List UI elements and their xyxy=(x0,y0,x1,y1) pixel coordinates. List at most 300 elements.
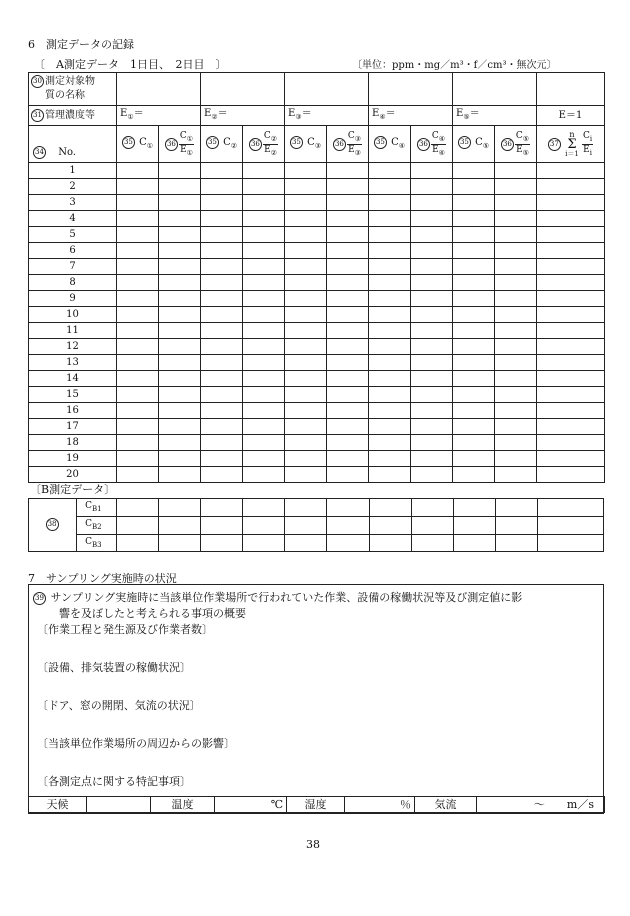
b-data-cell[interactable] xyxy=(159,516,201,534)
data-cell[interactable] xyxy=(327,403,369,419)
c4-sub: ④ xyxy=(398,141,406,150)
b-data-cell[interactable] xyxy=(453,499,495,517)
data-cell[interactable] xyxy=(369,387,411,403)
data-cell[interactable] xyxy=(411,371,453,387)
b-data-cell[interactable] xyxy=(159,499,201,517)
data-cell[interactable] xyxy=(537,163,605,179)
c2-header xyxy=(201,126,243,163)
b-data-cell[interactable] xyxy=(369,499,411,517)
data-cell[interactable] xyxy=(369,403,411,419)
data-cell[interactable] xyxy=(453,323,495,339)
data-cell[interactable] xyxy=(159,211,201,227)
data-cell[interactable] xyxy=(159,275,201,291)
data-cell[interactable] xyxy=(495,451,537,467)
data-cell[interactable] xyxy=(159,259,201,275)
table-row xyxy=(29,163,605,179)
b-data-cell[interactable] xyxy=(411,516,453,534)
data-cell[interactable] xyxy=(285,403,327,419)
b-data-cell[interactable] xyxy=(159,534,201,552)
data-cell[interactable] xyxy=(495,291,537,307)
data-cell[interactable] xyxy=(327,243,369,259)
data-cell[interactable] xyxy=(201,195,243,211)
data-cell[interactable] xyxy=(285,467,327,483)
data-cell[interactable] xyxy=(285,419,327,435)
data-cell[interactable] xyxy=(117,227,159,243)
data-cell[interactable] xyxy=(453,259,495,275)
data-cell[interactable] xyxy=(159,291,201,307)
data-cell[interactable] xyxy=(495,403,537,419)
e2-cell[interactable] xyxy=(201,106,285,126)
data-cell[interactable] xyxy=(117,259,159,275)
data-cell[interactable] xyxy=(201,259,243,275)
target-substance-total xyxy=(537,73,605,106)
data-cell[interactable] xyxy=(327,275,369,291)
b-data-cell[interactable] xyxy=(117,516,159,534)
data-cell[interactable] xyxy=(159,195,201,211)
data-cell[interactable] xyxy=(411,163,453,179)
data-cell[interactable] xyxy=(117,371,159,387)
data-cell[interactable] xyxy=(453,435,495,451)
data-cell[interactable] xyxy=(285,179,327,195)
table-row xyxy=(29,275,605,291)
b-data-cell[interactable] xyxy=(243,534,285,552)
data-cell[interactable] xyxy=(243,275,285,291)
b-data-cell[interactable] xyxy=(327,534,369,552)
weather-input[interactable] xyxy=(87,797,151,813)
data-cell[interactable] xyxy=(537,307,605,323)
sum-header xyxy=(537,126,605,163)
data-cell[interactable] xyxy=(327,435,369,451)
target-substance-label-line1: 測定対象物 xyxy=(45,76,95,87)
data-cell[interactable] xyxy=(285,163,327,179)
data-cell[interactable] xyxy=(495,211,537,227)
b-data-cell[interactable] xyxy=(537,499,603,517)
data-cell[interactable] xyxy=(453,403,495,419)
data-cell[interactable] xyxy=(159,451,201,467)
data-cell[interactable] xyxy=(495,259,537,275)
data-cell[interactable] xyxy=(117,419,159,435)
data-cell[interactable] xyxy=(201,179,243,195)
airflow-input[interactable] xyxy=(477,797,605,813)
data-cell[interactable] xyxy=(201,163,243,179)
target-substance-2[interactable] xyxy=(201,73,285,106)
equipment-status-field[interactable]: 〔設備、排気装置の稼働状況〕 xyxy=(37,661,191,674)
data-cell[interactable] xyxy=(243,179,285,195)
data-cell[interactable] xyxy=(411,403,453,419)
data-cell[interactable] xyxy=(285,339,327,355)
data-cell[interactable] xyxy=(453,227,495,243)
data-cell[interactable] xyxy=(159,355,201,371)
data-cell[interactable] xyxy=(369,339,411,355)
data-cell[interactable] xyxy=(327,307,369,323)
data-cell[interactable] xyxy=(495,275,537,291)
data-cell[interactable] xyxy=(369,179,411,195)
target-substance-4[interactable] xyxy=(369,73,453,106)
data-cell[interactable] xyxy=(159,339,201,355)
data-cell[interactable] xyxy=(495,467,537,483)
data-cell[interactable] xyxy=(453,211,495,227)
data-cell[interactable] xyxy=(201,467,243,483)
data-cell[interactable] xyxy=(537,339,605,355)
data-cell[interactable] xyxy=(537,227,605,243)
data-cell[interactable] xyxy=(537,467,605,483)
b-data-cell[interactable] xyxy=(327,499,369,517)
data-cell[interactable] xyxy=(369,371,411,387)
data-cell[interactable] xyxy=(243,195,285,211)
c5-e5-header xyxy=(495,126,537,163)
data-cell[interactable] xyxy=(117,339,159,355)
data-cell[interactable] xyxy=(159,419,201,435)
data-cell[interactable] xyxy=(411,435,453,451)
data-cell[interactable] xyxy=(159,227,201,243)
data-cell[interactable] xyxy=(411,323,453,339)
b-data-cell[interactable] xyxy=(201,499,243,517)
data-cell[interactable] xyxy=(159,323,201,339)
data-cell[interactable] xyxy=(285,451,327,467)
data-cell[interactable] xyxy=(327,291,369,307)
data-cell[interactable] xyxy=(243,419,285,435)
data-cell[interactable] xyxy=(327,387,369,403)
data-cell[interactable] xyxy=(285,355,327,371)
data-cell[interactable] xyxy=(495,163,537,179)
data-cell[interactable] xyxy=(285,195,327,211)
data-cell[interactable] xyxy=(495,227,537,243)
data-cell[interactable] xyxy=(453,291,495,307)
data-cell[interactable] xyxy=(369,275,411,291)
sum-den-sub: i xyxy=(589,148,592,157)
data-cell[interactable] xyxy=(537,403,605,419)
data-cell[interactable] xyxy=(243,291,285,307)
data-cell[interactable] xyxy=(327,211,369,227)
b-data-cell[interactable] xyxy=(285,516,327,534)
data-cell[interactable] xyxy=(201,387,243,403)
data-cell[interactable] xyxy=(159,163,201,179)
b-data-cell[interactable] xyxy=(495,534,537,552)
b-data-cell[interactable] xyxy=(327,516,369,534)
b-data-cell[interactable] xyxy=(495,516,537,534)
data-cell[interactable] xyxy=(201,307,243,323)
data-cell[interactable] xyxy=(369,435,411,451)
data-cell[interactable] xyxy=(285,227,327,243)
data-cell[interactable] xyxy=(201,371,243,387)
circle-number-35: 35 xyxy=(122,136,135,149)
data-cell[interactable] xyxy=(411,179,453,195)
data-cell[interactable] xyxy=(117,179,159,195)
data-cell[interactable] xyxy=(537,419,605,435)
data-cell[interactable] xyxy=(159,435,201,451)
data-cell[interactable] xyxy=(411,259,453,275)
e4-cell[interactable] xyxy=(369,106,453,126)
data-cell[interactable] xyxy=(117,307,159,323)
data-cell[interactable] xyxy=(495,435,537,451)
humidity-input[interactable] xyxy=(345,797,415,813)
data-cell[interactable] xyxy=(117,451,159,467)
data-cell[interactable] xyxy=(453,163,495,179)
data-cell[interactable] xyxy=(159,179,201,195)
data-cell[interactable] xyxy=(369,243,411,259)
special-notes-field[interactable]: 〔各測定点に関する特記事項〕 xyxy=(37,775,191,788)
c4-num-letter: C xyxy=(431,130,439,141)
data-cell[interactable] xyxy=(453,467,495,483)
data-cell[interactable] xyxy=(495,339,537,355)
c3-e3-header xyxy=(327,126,369,163)
data-cell[interactable] xyxy=(285,259,327,275)
target-substance-label-cell xyxy=(29,73,117,106)
data-cell[interactable] xyxy=(159,243,201,259)
data-cell[interactable] xyxy=(453,307,495,323)
data-cell[interactable] xyxy=(243,307,285,323)
data-cell[interactable] xyxy=(537,355,605,371)
data-cell[interactable] xyxy=(537,435,605,451)
data-cell[interactable] xyxy=(537,323,605,339)
b-data-cell[interactable] xyxy=(537,534,603,552)
c3-letter: C xyxy=(307,136,315,148)
data-cell[interactable] xyxy=(159,467,201,483)
data-cell[interactable] xyxy=(495,307,537,323)
data-cell[interactable] xyxy=(537,291,605,307)
data-cell[interactable] xyxy=(327,195,369,211)
data-cell[interactable] xyxy=(243,355,285,371)
c2-num-sub: ② xyxy=(270,134,278,143)
b-data-cell[interactable] xyxy=(117,534,159,552)
data-cell[interactable] xyxy=(537,451,605,467)
b-data-cell[interactable] xyxy=(453,516,495,534)
data-cell[interactable] xyxy=(369,227,411,243)
data-cell[interactable] xyxy=(537,275,605,291)
data-cell[interactable] xyxy=(411,275,453,291)
data-cell[interactable] xyxy=(411,355,453,371)
data-cell[interactable] xyxy=(243,211,285,227)
row-number: 1 xyxy=(29,163,117,179)
data-cell[interactable] xyxy=(243,259,285,275)
data-cell[interactable] xyxy=(327,467,369,483)
data-cell[interactable] xyxy=(327,179,369,195)
data-cell[interactable] xyxy=(327,371,369,387)
data-cell[interactable] xyxy=(495,371,537,387)
c3-num-sub: ③ xyxy=(354,134,362,143)
temperature-input[interactable] xyxy=(215,797,287,813)
data-cell[interactable] xyxy=(243,403,285,419)
data-cell[interactable] xyxy=(495,355,537,371)
data-cell[interactable] xyxy=(327,227,369,243)
data-cell[interactable] xyxy=(117,435,159,451)
data-cell[interactable] xyxy=(495,387,537,403)
b-data-cell[interactable] xyxy=(201,534,243,552)
data-cell[interactable] xyxy=(243,451,285,467)
data-cell[interactable] xyxy=(327,163,369,179)
data-cell[interactable] xyxy=(411,387,453,403)
data-cell[interactable] xyxy=(369,355,411,371)
data-cell[interactable] xyxy=(201,403,243,419)
data-cell[interactable] xyxy=(201,419,243,435)
data-cell[interactable] xyxy=(369,195,411,211)
data-cell[interactable] xyxy=(495,243,537,259)
data-cell[interactable] xyxy=(117,403,159,419)
data-cell[interactable] xyxy=(201,435,243,451)
b-data-cell[interactable] xyxy=(411,534,453,552)
row-number: 3 xyxy=(29,195,117,211)
data-cell[interactable] xyxy=(453,451,495,467)
data-cell[interactable] xyxy=(285,387,327,403)
data-cell[interactable] xyxy=(285,323,327,339)
b-data-cell[interactable] xyxy=(369,516,411,534)
data-cell[interactable] xyxy=(411,451,453,467)
data-cell[interactable] xyxy=(453,371,495,387)
data-cell[interactable] xyxy=(201,291,243,307)
c2-letter: C xyxy=(223,136,231,148)
data-cell[interactable] xyxy=(453,419,495,435)
data-cell[interactable] xyxy=(537,211,605,227)
b-data-cell[interactable] xyxy=(285,534,327,552)
c4-header xyxy=(369,126,411,163)
data-cell[interactable] xyxy=(201,323,243,339)
b-data-cell[interactable] xyxy=(243,499,285,517)
data-cell[interactable] xyxy=(453,387,495,403)
data-cell[interactable] xyxy=(327,451,369,467)
target-substance-5[interactable] xyxy=(453,73,537,106)
data-cell[interactable] xyxy=(453,243,495,259)
data-cell[interactable] xyxy=(411,467,453,483)
data-cell[interactable] xyxy=(369,323,411,339)
data-cell[interactable] xyxy=(159,307,201,323)
e3-cell[interactable] xyxy=(285,106,369,126)
data-cell[interactable] xyxy=(159,387,201,403)
data-cell[interactable] xyxy=(201,339,243,355)
data-cell[interactable] xyxy=(201,211,243,227)
data-cell[interactable] xyxy=(201,227,243,243)
data-cell[interactable] xyxy=(453,355,495,371)
data-cell[interactable] xyxy=(243,227,285,243)
door-window-airflow-field[interactable]: 〔ドア、窓の開閉、気流の状況〕 xyxy=(37,699,201,712)
data-cell[interactable] xyxy=(285,435,327,451)
data-cell[interactable] xyxy=(495,323,537,339)
table-row xyxy=(29,451,605,467)
data-cell[interactable] xyxy=(285,275,327,291)
data-cell[interactable] xyxy=(243,435,285,451)
data-cell[interactable] xyxy=(453,195,495,211)
sum-num-sub: i xyxy=(589,134,593,143)
data-cell[interactable] xyxy=(243,243,285,259)
data-cell[interactable] xyxy=(243,371,285,387)
work-process-field[interactable]: 〔作業工程と発生源及び作業者数〕 xyxy=(37,623,213,636)
data-cell[interactable] xyxy=(537,371,605,387)
data-cell[interactable] xyxy=(453,179,495,195)
data-cell[interactable] xyxy=(369,451,411,467)
data-cell[interactable] xyxy=(411,195,453,211)
data-cell[interactable] xyxy=(537,179,605,195)
data-cell[interactable] xyxy=(537,259,605,275)
data-cell[interactable] xyxy=(453,339,495,355)
b-data-cell[interactable] xyxy=(243,516,285,534)
data-cell[interactable] xyxy=(201,355,243,371)
data-cell[interactable] xyxy=(285,243,327,259)
data-cell[interactable] xyxy=(411,339,453,355)
data-cell[interactable] xyxy=(117,355,159,371)
b-circle-cell xyxy=(29,499,77,552)
b-data-cell[interactable] xyxy=(453,534,495,552)
data-cell[interactable] xyxy=(537,243,605,259)
data-cell[interactable] xyxy=(201,451,243,467)
data-cell[interactable] xyxy=(201,275,243,291)
data-cell[interactable] xyxy=(201,243,243,259)
target-substance-1[interactable] xyxy=(117,73,201,106)
surrounding-influence-field[interactable]: 〔当該単位作業場所の周辺からの影響〕 xyxy=(37,737,235,750)
data-cell[interactable] xyxy=(369,211,411,227)
data-cell[interactable] xyxy=(411,243,453,259)
data-cell[interactable] xyxy=(327,323,369,339)
data-cell[interactable] xyxy=(117,163,159,179)
data-cell[interactable] xyxy=(537,195,605,211)
data-cell[interactable] xyxy=(369,467,411,483)
data-cell[interactable] xyxy=(369,291,411,307)
data-cell[interactable] xyxy=(495,195,537,211)
data-cell[interactable] xyxy=(159,371,201,387)
data-cell[interactable] xyxy=(117,291,159,307)
data-cell[interactable] xyxy=(243,339,285,355)
b-row-label xyxy=(77,499,117,517)
data-cell[interactable] xyxy=(117,275,159,291)
data-cell[interactable] xyxy=(285,291,327,307)
data-cell[interactable] xyxy=(243,323,285,339)
data-cell[interactable] xyxy=(285,371,327,387)
b-data-cell[interactable] xyxy=(411,499,453,517)
data-cell[interactable] xyxy=(369,307,411,323)
data-cell[interactable] xyxy=(117,323,159,339)
data-cell[interactable] xyxy=(117,195,159,211)
b-data-cell[interactable] xyxy=(369,534,411,552)
data-cell[interactable] xyxy=(243,467,285,483)
target-substance-3[interactable] xyxy=(285,73,369,106)
row-number: 12 xyxy=(29,339,117,355)
b-data-cell[interactable] xyxy=(495,499,537,517)
data-cell[interactable] xyxy=(285,211,327,227)
data-cell[interactable] xyxy=(285,307,327,323)
data-cell[interactable] xyxy=(495,419,537,435)
b-data-cell[interactable] xyxy=(117,499,159,517)
data-cell[interactable] xyxy=(453,275,495,291)
data-cell[interactable] xyxy=(411,211,453,227)
data-cell[interactable] xyxy=(411,227,453,243)
data-cell[interactable] xyxy=(243,163,285,179)
data-cell[interactable] xyxy=(327,355,369,371)
e1-cell[interactable] xyxy=(117,106,201,126)
data-cell[interactable] xyxy=(159,403,201,419)
data-cell[interactable] xyxy=(369,259,411,275)
data-cell[interactable] xyxy=(327,419,369,435)
data-cell[interactable] xyxy=(117,387,159,403)
data-cell[interactable] xyxy=(369,163,411,179)
data-cell[interactable] xyxy=(495,179,537,195)
data-cell[interactable] xyxy=(411,291,453,307)
data-cell[interactable] xyxy=(117,467,159,483)
data-cell[interactable] xyxy=(243,387,285,403)
data-cell[interactable] xyxy=(411,419,453,435)
data-cell[interactable] xyxy=(327,259,369,275)
b-data-cell[interactable] xyxy=(201,516,243,534)
b-data-cell[interactable] xyxy=(537,516,603,534)
e5-cell[interactable] xyxy=(453,106,537,126)
table-row xyxy=(29,211,605,227)
data-cell[interactable] xyxy=(117,211,159,227)
e2-letter: E xyxy=(204,108,212,119)
data-cell[interactable] xyxy=(411,307,453,323)
data-cell[interactable] xyxy=(327,339,369,355)
b-data-cell[interactable] xyxy=(285,499,327,517)
data-cell[interactable] xyxy=(117,243,159,259)
circle-number-36: 36 xyxy=(501,138,514,151)
data-cell[interactable] xyxy=(537,387,605,403)
data-cell[interactable] xyxy=(369,419,411,435)
